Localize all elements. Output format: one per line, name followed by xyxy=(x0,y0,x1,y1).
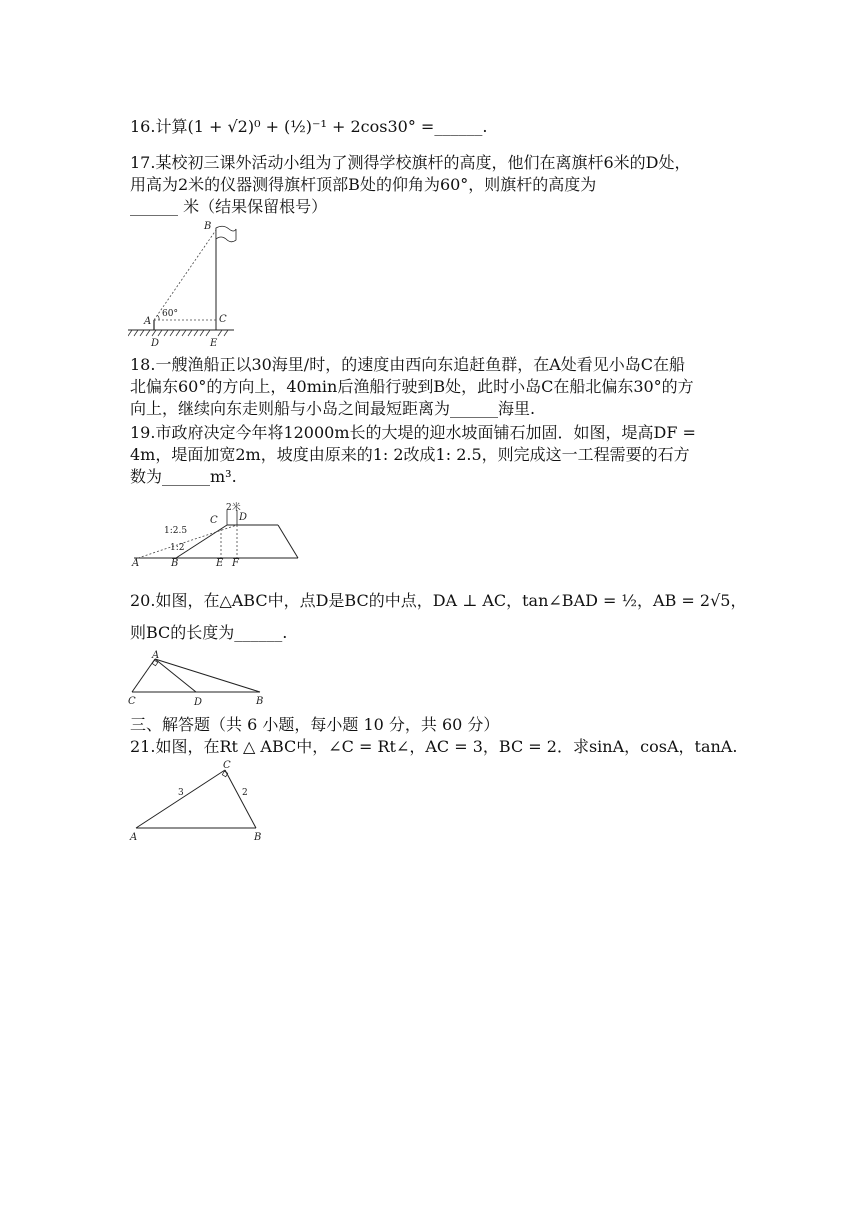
q16-text: 16.计算(1 + √2)⁰ + (½)⁻¹ + 2cos30° =______. xyxy=(130,117,488,136)
q19-line3: 数为______m³. xyxy=(130,467,237,486)
side-bc-label: 2 xyxy=(242,788,248,798)
triangle-abc-figure xyxy=(126,648,266,708)
q17-line1: 17.某校初三课外活动小组为了测得学校旗杆的高度，他们在离旗杆6米的D处， xyxy=(130,153,691,172)
label-C: C xyxy=(210,515,218,526)
label-A: A xyxy=(130,832,138,843)
q20-line2: 则BC的长度为______. xyxy=(130,623,288,642)
widen-label: 2米 xyxy=(226,503,241,513)
label-A: A xyxy=(132,558,140,569)
label-C: C xyxy=(223,760,231,771)
section-heading: 三、解答题（共 6 小题，每小题 10 分，共 60 分） xyxy=(130,715,500,734)
slope-old: 1:2 xyxy=(170,543,185,553)
q19-line1: 19.市政府决定今年将12000m长的大堤的迎水坡面铺石加固．如图，堤高DF = xyxy=(130,423,696,442)
label-B: B xyxy=(171,558,179,569)
label-E: E xyxy=(210,338,218,348)
right-triangle-figure xyxy=(126,760,266,844)
q19-line2: 4m，堤面加宽2m，坡度由原来的1: 2改成1: 2.5，则完成这一工程需要的石方 xyxy=(130,445,690,464)
q17-line2: 用高为2米的仪器测得旗杆顶部B处的仰角为60°，则旗杆的高度为 xyxy=(130,175,597,194)
label-B: B xyxy=(256,696,264,707)
label-D: D xyxy=(151,338,160,348)
label-A: A xyxy=(152,650,160,661)
label-A: A xyxy=(144,316,152,327)
q20-line1: 20.如图，在△ABC中，点D是BC的中点，DA ⊥ AC，tan∠BAD = ½，AB = 2√5， xyxy=(130,591,747,610)
label-B: B xyxy=(204,221,212,232)
q17-line3: ______ 米（结果保留根号） xyxy=(130,197,328,216)
label-D: D xyxy=(239,512,248,523)
slope-new: 1:2.5 xyxy=(164,526,188,536)
label-F: F xyxy=(232,558,239,569)
dam-figure xyxy=(128,498,303,570)
side-ac-label: 3 xyxy=(178,788,184,798)
label-D: D xyxy=(194,697,203,708)
q18-line3: 向上，继续向东走则船与小岛之间最短距离为______海里. xyxy=(130,399,536,418)
flagpole-figure xyxy=(128,218,240,348)
angle-label: 60° xyxy=(162,309,178,319)
label-E: E xyxy=(216,558,224,569)
q18-line2: 北偏东60°的方向上，40min后渔船行驶到B处，此时小岛C在船北偏东30°的方 xyxy=(130,377,694,396)
label-B: B xyxy=(254,832,262,843)
label-C: C xyxy=(128,696,136,707)
q18-line1: 18.一艘渔船正以30海里/时，的速度由西向东追赶鱼群，在A处看见小岛C在船 xyxy=(130,355,685,374)
q21-line1: 21.如图，在Rt △ ABC中，∠C = Rt∠，AC = 3，BC = 2．求sinA，cosA，tanA. xyxy=(130,737,738,756)
label-C: C xyxy=(219,314,227,325)
